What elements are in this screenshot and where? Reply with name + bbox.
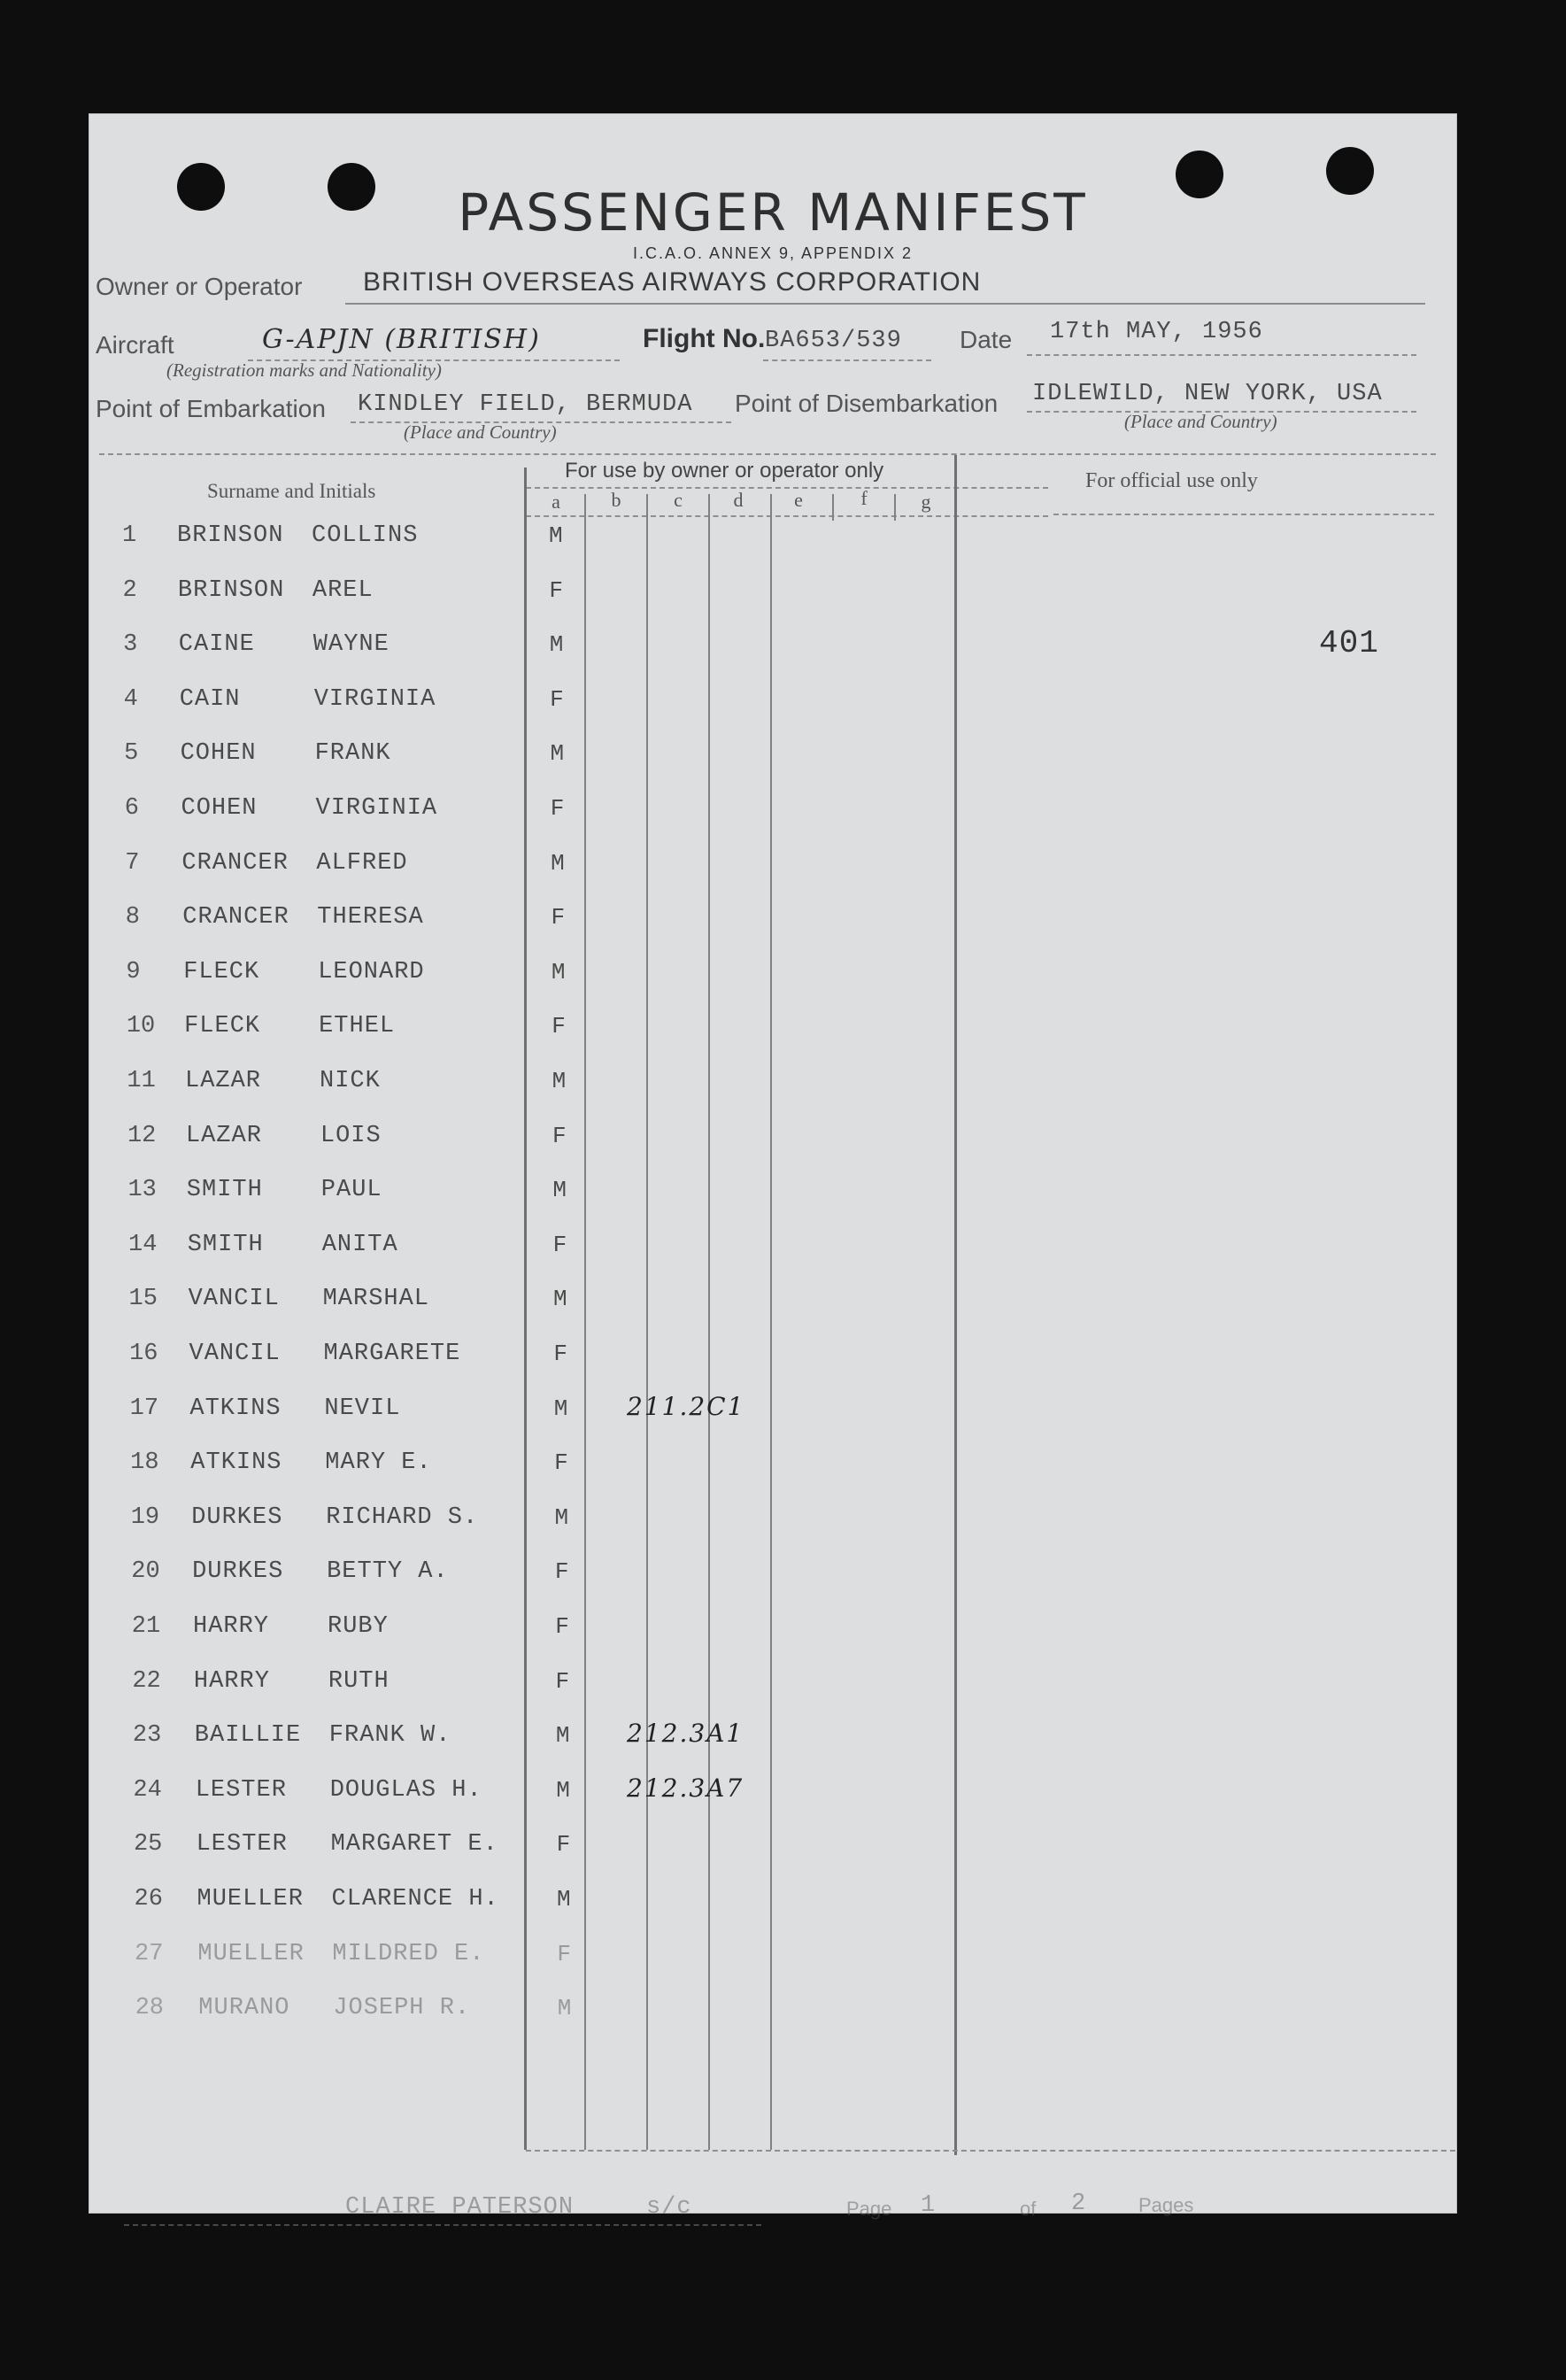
row-number: 11 [127,1068,156,1094]
passenger-surname: FLECK [183,958,260,985]
col-letter-c: c [674,489,683,511]
row-number: 23 [132,1722,162,1750]
passenger-given-name: MILDRED E. [332,1940,485,1967]
official-header-line [1053,514,1434,515]
aircraft-note: (Registration marks and Nationality) [166,359,442,381]
col-letter-d: d [733,489,744,511]
row-number: 28 [135,1995,164,2022]
table-row [89,959,1457,1014]
passenger-surname: CAIN [179,685,241,713]
letters-line [526,515,1048,517]
row-number: 22 [132,1667,161,1695]
passenger-sex: M [551,958,566,985]
table-row [89,1886,1457,1941]
passenger-given-name: MARGARETE [323,1341,461,1367]
flight-line [763,359,931,361]
row-number: 16 [129,1341,158,1367]
passenger-given-name: ALFRED [316,849,408,877]
signer-name: CLAIRE PATERSON [345,2194,575,2221]
table-row [89,1558,1457,1613]
col-rule-g [894,494,896,521]
passenger-given-name: NICK [320,1068,381,1094]
col-letter-b: b [611,489,621,511]
embark-label: Point of Embarkation [96,395,326,422]
date-label: Date [960,326,1013,353]
passenger-sex: M [553,1286,567,1313]
passenger-given-name: CLARENCE H. [331,1886,499,1912]
passenger-given-name: MARGARET E. [330,1831,498,1858]
passenger-given-name: COLLINS [312,522,419,549]
passenger-sex: M [551,849,565,877]
passenger-given-name: DOUGLAS H. [329,1776,482,1804]
table-row [89,1286,1457,1341]
passenger-given-name: THERESA [317,904,424,931]
passenger-surname: CRANCER [182,904,289,931]
passenger-surname: BRINSON [177,576,285,604]
passenger-surname: LAZAR [185,1068,262,1094]
embark-value: KINDLEY FIELD, BERMUDA [358,391,693,418]
handwritten-code: 212.3A7 [627,1773,744,1803]
row-number: 10 [126,1013,156,1040]
table-row [89,1831,1457,1886]
table-row [89,1068,1457,1123]
handwritten-code: 212.3A1 [627,1719,744,1749]
passenger-surname: ATKINS [189,1395,282,1422]
flight-label: Flight No. [643,324,766,353]
passenger-given-name: AREL [312,576,374,604]
passenger-sex: M [553,1395,568,1422]
table-row [89,1668,1457,1723]
passenger-given-name: FRANK [314,740,391,768]
date-value: 17th MAY, 1956 [1050,319,1263,345]
aircraft-value: G-APJN (BRITISH) [262,324,541,355]
passenger-sex: F [557,1940,571,1967]
row-number: 8 [125,904,140,931]
row-number: 19 [130,1503,160,1531]
passenger-sex: F [555,1613,569,1640]
passenger-given-name: ANITA [321,1231,398,1258]
passenger-surname: DURKES [192,1558,284,1586]
col-letter-e: e [794,489,803,511]
passenger-given-name: VIRGINIA [313,685,436,713]
flight-value: BA653/539 [765,328,902,354]
passenger-sex: M [552,1177,567,1204]
passenger-given-name: NEVIL [324,1395,401,1422]
passenger-surname: BRINSON [177,522,284,549]
row-number: 6 [124,795,139,822]
passenger-surname: HARRY [193,1667,270,1695]
disembark-value: IDLEWILD, NEW YORK, USA [1032,381,1383,407]
col-rule-f [832,494,834,521]
table-row [89,1391,1457,1450]
aircraft-label: Aircraft [96,331,174,359]
page-label: Page [846,2198,892,2220]
row-number: 2 [122,576,137,604]
table-row [89,850,1457,905]
owner-value: BRITISH OVERSEAS AIRWAYS CORPORATION [363,267,982,297]
passenger-sex: F [551,904,566,931]
row-number: 14 [128,1231,158,1258]
row-number: 13 [127,1177,157,1204]
signer-role: s/c [646,2194,692,2221]
passenger-sex: F [556,1831,571,1858]
passenger-given-name: MARY E. [325,1449,432,1477]
col-letter-f: f [860,487,868,509]
table-row [89,1995,1457,2050]
owner-label: Owner or Operator [96,273,303,300]
embark-place-note: (Place and Country) [404,421,557,443]
passenger-surname: COHEN [180,740,257,768]
passenger-sex: F [552,1231,567,1258]
table-row [89,904,1457,959]
footer [89,2191,1457,2229]
passenger-sex: M [557,1886,571,1912]
passenger-given-name: PAUL [320,1177,382,1204]
table-row [89,1773,1457,1832]
passenger-sex: M [549,631,564,659]
table-row [89,1341,1457,1395]
passenger-surname: ATKINS [190,1449,282,1477]
page-total: 2 [1071,2191,1087,2217]
handwritten-code: 211.2C1 [627,1391,745,1421]
page-num: 1 [921,2192,937,2219]
passenger-surname: MURANO [198,1995,290,2022]
col-owner-header: For use by owner or operator only [565,459,884,483]
page-title: PASSENGER MANIFEST [458,182,1088,243]
passenger-given-name: RUTH [328,1667,390,1695]
passenger-sex: F [553,1341,567,1367]
pages-label: Pages [1138,2194,1194,2216]
row-number: 27 [135,1940,164,1967]
row-number: 21 [131,1613,161,1640]
table-row [89,1177,1457,1232]
table-row [89,1504,1457,1559]
passenger-sex: F [552,1122,567,1149]
official-number: 401 [1319,625,1379,661]
table-row [89,1123,1457,1178]
passenger-sex: F [549,576,563,604]
table-row [89,1941,1457,1996]
manifest-sheet [89,113,1457,2221]
passenger-surname: DURKES [191,1503,283,1531]
divider [345,303,1425,305]
passenger-given-name: LEONARD [318,958,425,985]
passenger-given-name: BETTY A. [327,1558,449,1586]
disembark-label: Point of Disembarkation [735,390,999,417]
passenger-sex: M [555,1722,570,1750]
passenger-sex: F [554,1449,568,1477]
passenger-surname: CAINE [178,631,255,659]
table-row [89,1719,1457,1777]
passenger-sex: F [554,1558,569,1586]
row-number: 20 [131,1558,160,1586]
passenger-sex: F [550,795,565,822]
table-row [89,795,1457,850]
row-number: 12 [127,1122,157,1149]
col-official-header: For official use only [1085,469,1258,492]
row-number: 5 [124,740,139,768]
table-row [89,577,1457,632]
passenger-surname: HARRY [193,1613,270,1640]
passenger-given-name: ETHEL [319,1013,396,1040]
row-number: 15 [128,1286,158,1313]
of-label: of [1020,2198,1037,2220]
row-number: 26 [134,1886,163,1912]
row-number: 3 [123,631,138,659]
passenger-surname: LESTER [196,1831,288,1858]
passenger-given-name: RICHARD S. [326,1503,479,1531]
row-number: 25 [133,1831,163,1858]
passenger-given-name: VIRGINIA [315,795,438,822]
row-number: 17 [129,1395,159,1422]
signer-line [124,2224,761,2226]
passenger-surname: MUELLER [197,1940,305,1967]
table-bottom-line [526,2150,1455,2152]
table-row [89,1013,1457,1068]
passenger-given-name: WAYNE [312,631,390,659]
passenger-sex: M [557,1995,572,2022]
table-row [89,686,1457,741]
row-number: 1 [122,522,137,549]
passenger-surname: LESTER [195,1776,287,1804]
col-letter-a: a [552,491,560,513]
passenger-sex: M [556,1776,570,1804]
passenger-sex: M [549,522,563,549]
passenger-sex: F [552,1013,566,1040]
header-divider [99,453,1436,455]
col-letter-g: g [921,491,931,513]
table-row [89,1449,1457,1504]
passenger-sex: M [554,1503,569,1531]
passenger-sex: F [555,1667,570,1695]
passenger-sex: F [550,685,564,713]
passenger-given-name: MARSHAL [322,1286,430,1313]
row-number: 7 [125,849,140,877]
passenger-surname: CRANCER [181,849,289,877]
table-row [89,740,1457,795]
passenger-surname: LAZAR [185,1122,262,1149]
passenger-surname: SMITH [187,1231,264,1258]
passenger-surname: VANCIL [189,1341,281,1367]
table-row [89,631,1457,686]
passenger-surname: MUELLER [197,1886,304,1912]
passenger-sex: M [550,740,565,768]
date-line [1027,354,1416,356]
row-number: 4 [123,685,138,713]
passenger-surname: COHEN [181,795,258,822]
passenger-surname: FLECK [184,1013,261,1040]
passenger-surname: BAILLIE [194,1722,302,1750]
row-number: 9 [126,958,141,985]
passenger-given-name: LOIS [320,1122,382,1149]
page-subtitle: I.C.A.O. ANNEX 9, APPENDIX 2 [632,244,914,262]
passenger-surname: VANCIL [188,1286,280,1313]
passenger-given-name: JOSEPH R. [333,1995,471,2022]
disembark-place-note: (Place and Country) [1124,411,1277,432]
passenger-given-name: FRANK W. [328,1722,451,1750]
col-surname-header: Surname and Initials [207,480,376,502]
row-number: 18 [130,1449,159,1477]
table-row [89,522,1457,577]
passenger-sex: M [552,1068,567,1094]
table-row [89,1613,1457,1668]
passenger-given-name: RUBY [328,1613,389,1640]
row-number: 24 [133,1776,162,1804]
passenger-surname: SMITH [186,1177,263,1204]
table-row [89,1232,1457,1287]
